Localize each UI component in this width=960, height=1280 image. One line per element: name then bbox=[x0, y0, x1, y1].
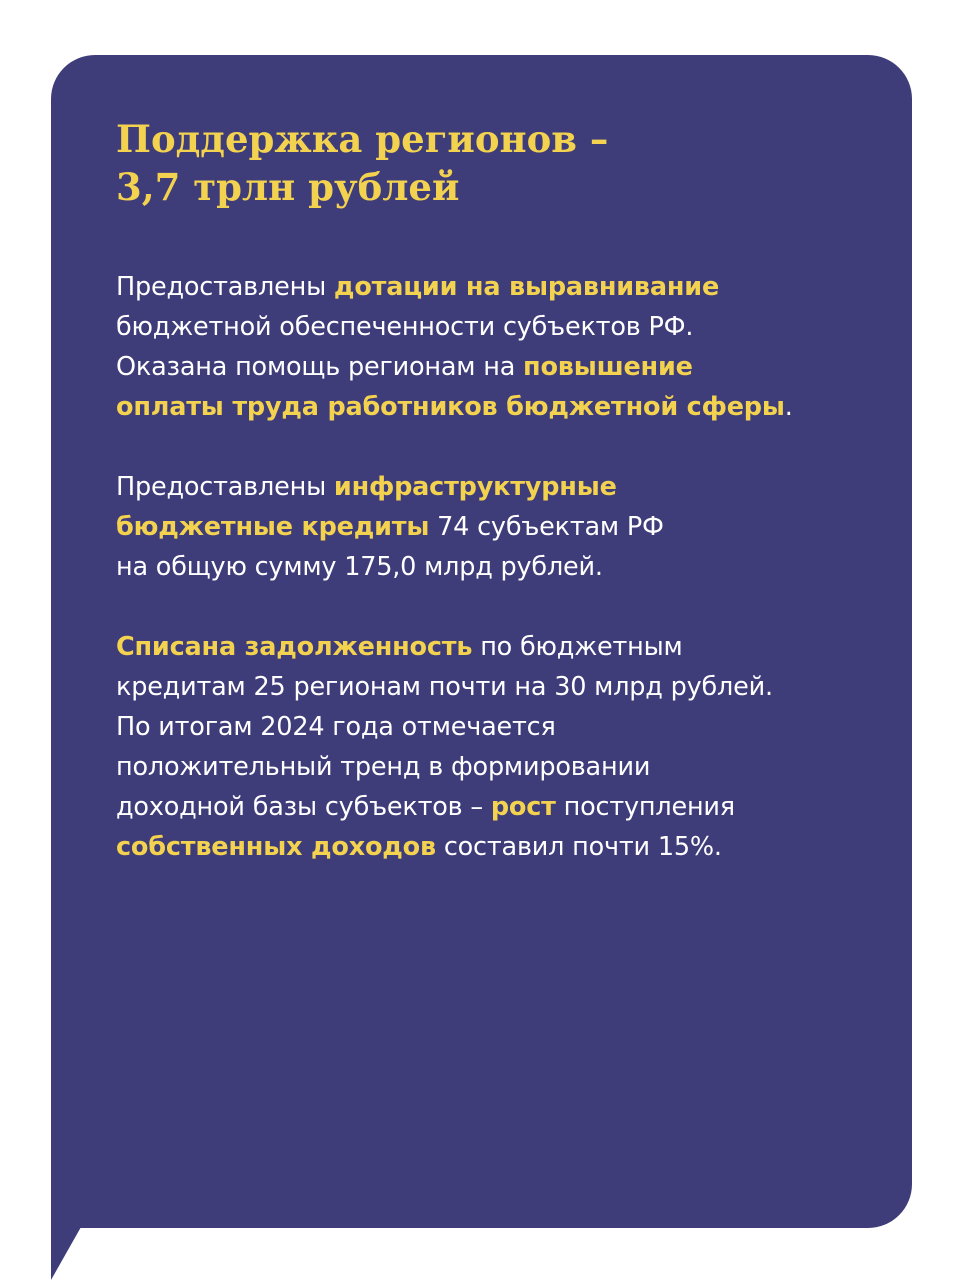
highlight-text: собственных доходов bbox=[116, 832, 436, 862]
highlight-text: инфраструктурные bbox=[333, 472, 617, 502]
highlight-text: Списана задолженность bbox=[116, 632, 473, 662]
highlight-text: дотации на выравнивание bbox=[333, 272, 720, 302]
text: составил почти 15%. bbox=[435, 832, 722, 862]
text: кредитам 25 регионам почти на 30 млрд рублей. bbox=[116, 672, 773, 702]
text: по бюджетным bbox=[472, 632, 683, 662]
paragraph-subsidies bbox=[116, 267, 876, 427]
highlight-text: бюджетные кредиты bbox=[116, 512, 430, 542]
text: Предоставлены bbox=[116, 272, 334, 302]
paragraph-debt-write-off bbox=[116, 627, 876, 867]
highlight-text: оплаты труда работников бюджетной сферы bbox=[116, 392, 785, 422]
text: поступления bbox=[555, 792, 735, 822]
text: . bbox=[784, 392, 793, 422]
highlight-text: повышение bbox=[523, 352, 693, 382]
text: По итогам 2024 года отмечается bbox=[116, 712, 556, 742]
page-title bbox=[116, 115, 836, 211]
title-line-1: Поддержка регионов – bbox=[116, 117, 609, 161]
text: Предоставлены bbox=[116, 472, 334, 502]
speech-bubble-tail bbox=[51, 1227, 81, 1280]
text: доходной базы субъектов – bbox=[116, 792, 491, 822]
text: 74 субъектам РФ bbox=[429, 512, 664, 542]
title-line-2: 3,7 трлн рублей bbox=[116, 165, 460, 209]
highlight-text: рост bbox=[490, 792, 556, 822]
paragraph-infrastructure-credits bbox=[116, 467, 876, 587]
text: Оказана помощь регионам на bbox=[116, 352, 524, 382]
text: положительный тренд в формировании bbox=[116, 752, 651, 782]
text: бюджетной обеспеченности субъектов РФ. bbox=[116, 312, 694, 342]
text: на общую сумму 175,0 млрд рублей. bbox=[116, 552, 603, 582]
